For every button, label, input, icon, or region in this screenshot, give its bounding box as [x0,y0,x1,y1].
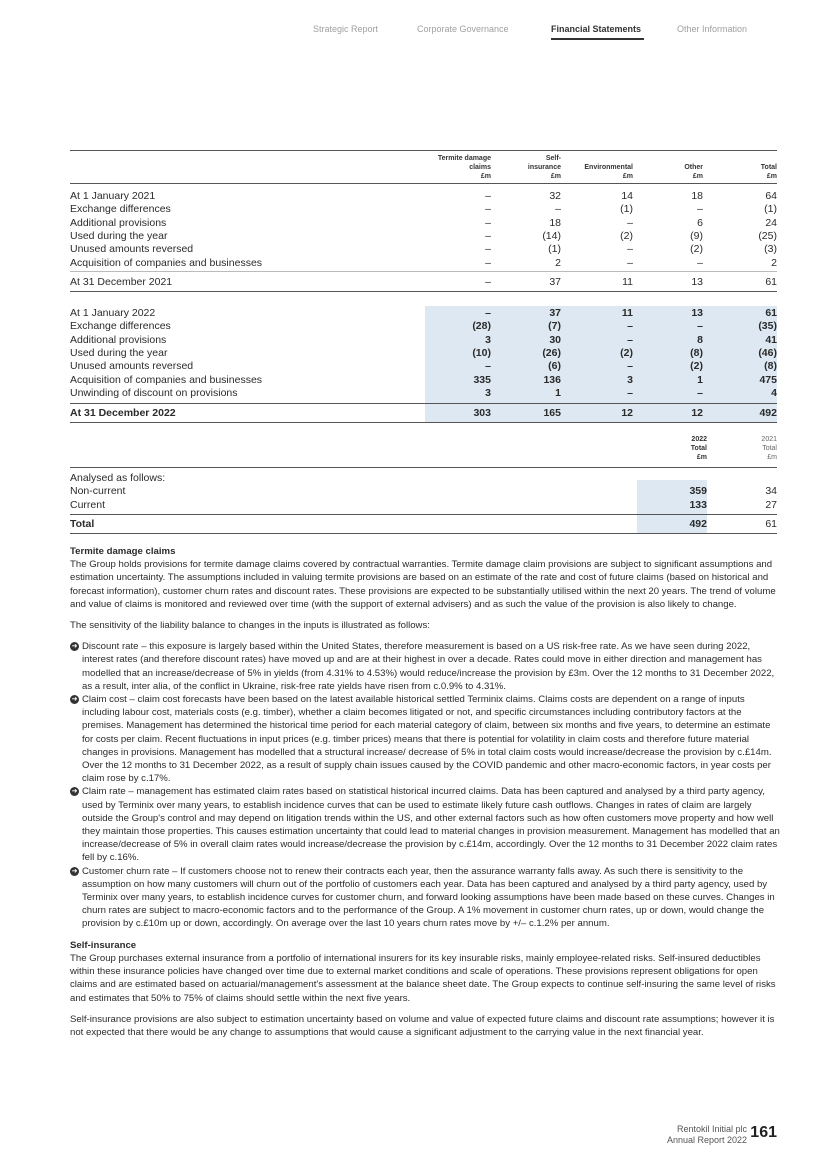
table-row-total: Total 492 61 [70,518,777,530]
subtotal-rule-2021 [70,271,777,272]
table-row: Acquisition of companies and businesses – 2 – – 2 [70,256,777,269]
table-cell: – [485,203,491,216]
table-cell: – [697,203,703,216]
analysis-subtotal-rule [70,514,777,515]
table-cell: (10) [472,346,491,359]
table-cell: (8) [764,360,777,373]
table-cell: – [485,307,491,319]
table-cell: (28) [472,320,491,333]
table-cell: – [627,256,633,269]
table-cell: 18 [691,190,703,202]
table-cell: 2 [555,256,561,269]
table-cell: 2 [771,256,777,269]
table-cell: 3 [485,333,491,346]
table-row: Unwinding of discount on provisions 3 1 – – 4 [70,386,777,399]
nav-financial-statements[interactable]: Financial Statements [551,24,642,34]
table-cell: – [697,386,703,399]
table-cell: – [627,243,633,256]
termite-paragraph-1: The Group holds provisions for termite damage claims covered by contractual warranties. Termite damage claim provisions are subject to significant assumptions and estimation uncertainty. The assumptions included in valuing termite provisions are based on an estimate of the rate and cost of future claims (based on historical and forecast information), customer churn rates and discount rates. These provisions are expected to be substantially utilised within the next 20 years. The trend of volume and value of claims is monitored and reviewed over time (with the support of external advisers) and as such the value of the provision is also likely to change. [70,559,776,610]
table-row: Exchange differences – – (1) – (1) [70,203,777,216]
arrow-bullet-icon: ➜ [71,643,78,651]
nav-corporate-governance[interactable]: Corporate Governance [417,24,509,34]
analysis-total-rule [70,533,777,534]
table-cell: (25) [758,229,777,242]
table-cell: 136 [543,373,561,386]
table-cell: (46) [758,346,777,359]
bullet-customer-churn: ➜ Customer churn rate – If customers choose not to renew their contracts each year, then the assurance warranty falls away. As such there is sensitivity to the assumption on how many customers will churn out of the portfolio of customers each year. Data has been captured and analysed by a third party agency, used by Terminix over many years, to establish incidence curves for customer churn, and forward looking assumptions have been made based on these curves. Changes in churn rates are subject to macro-economic factors and to the performance of the Group. A 1% movement in customer churn rates, up or down, would change the provision by c.£10m up or down, accordingly. On average over the last 10 years churn rates move by +/– c.1.2% per annum. [71,865,775,930]
table-cell: 3 [485,386,491,399]
table-cell: – [697,320,703,333]
table-cell: 13 [691,307,703,319]
table-cell: (7) [548,320,561,333]
analysis-table [70,430,777,540]
table-row: Additional provisions – 18 – 6 24 [70,216,777,229]
analysis-header-rule [70,467,777,468]
header-other: Other £m [684,164,703,180]
table-cell: (14) [542,229,561,242]
table-row: Current 133 27 [70,499,777,511]
table-cell: – [485,243,491,256]
top-navigation [0,24,825,44]
table-row: Additional provisions 3 30 – 8 41 [70,333,777,346]
table-cell: (9) [690,229,703,242]
table-cell: (2) [690,360,703,373]
nav-strategic-report[interactable]: Strategic Report [313,24,379,34]
table-cell: – [485,229,491,242]
provisions-table [70,148,777,428]
table-cell: (26) [542,346,561,359]
table-row: Used during the year (10) (26) (2) (8) (46) [70,346,777,359]
table-cell: 1 [555,386,561,399]
table-cell: 14 [621,190,633,202]
page-number: 161 [750,1124,777,1141]
arrow-bullet-icon: ➜ [71,696,78,704]
table-cell: 24 [765,216,777,229]
table-cell: (2) [620,229,633,242]
bullet-discount-rate: ➜ Discount rate – this exposure is largely based within the United States, therefore measurement is based on a US risk-free rate. As we have seen during 2022, interest rates (and therefore discount rates) have moved up and are at their highest in over a decade. Rates could move in either direction and management has modelled that an increase/decrease of 5% in yields (from 4.31% to 4.53%) would reduce/increase the provision by £3m. Over the 12 months to 31 December 2022, as a result, inter alia, of the conflict in Ukraine, risk-free rate yields have risen from c.0.9% to 4.31%. [71,641,775,692]
table-cell: (8) [690,346,703,359]
table-cell: – [485,256,491,269]
table-row-total-2022: At 31 December 2022 303 165 12 12 492 [70,407,777,419]
bullet-claim-rate: ➜ Claim rate – management has estimated claim rates based on statistical historical incurred claims. Data has been captured and analysed by a third party agency, used by Terminix over many years, to establish incidence curves that can be used to estimate likely future cash outflows. Changes in rates of claim are largely outside the Group's control and may depend on litigation trends within the US, and other external factors such as how often customers move property and how well they maintain those properties. This causes estimation uncertainty that could lead to material changes in provision measurement. Management has modelled that an increase/decrease of 5% in overall claim rates would increase/decrease the provision by c.£14m, accordingly. Over the 12 months to 31 December 2022 claim rates fell by c.16%. [71,786,780,864]
table-cell: 1 [697,373,703,386]
header-termite: Termite damage claims £m [437,155,491,180]
table-cell: 8 [697,333,703,346]
table-row: At 1 January 2022 – 37 11 13 61 [70,307,777,319]
table-cell: – [627,360,633,373]
nav-other-information[interactable]: Other Information [677,24,748,34]
table-row: Analysed as follows: [70,472,166,484]
table-cell: (3) [764,243,777,256]
table-cell: (2) [620,346,633,359]
notes-text [70,545,780,1047]
table-row: Unused amounts reversed – (6) – (2) (8) [70,360,777,373]
table-cell: 335 [473,373,491,386]
total-rule-2021 [70,291,777,292]
table-cell: – [485,216,491,229]
table-row: Used during the year – (14) (2) (9) (25) [70,229,777,242]
table-cell: 3 [627,373,633,386]
table-cell: 30 [549,333,561,346]
table-cell: 61 [765,307,777,319]
table-row: At 1 January 2021 – 32 14 18 64 [70,190,777,202]
table-cell: – [627,333,633,346]
table-cell: (35) [758,320,777,333]
table-cell: – [555,203,561,216]
table-row: Non-current 359 34 [70,485,777,497]
header-self-insurance: Self- insurance £m [527,155,561,180]
header-environmental: Environmental £m [584,164,633,180]
table-cell: – [627,216,633,229]
total-rule-2022 [70,422,777,423]
table-cell: (1) [620,203,633,216]
table-cell: 6 [697,216,703,229]
bullet-claim-cost: ➜ Claim cost – claim cost forecasts have been based on the latest available historical settled Terminix claims. Claims costs are dependent on a range of inputs including labour cost, materials costs (e.g. timber), whether a claim becomes litigated or not, and specific circumstances including contributory factors at the premises. Management has determined the historical time period for each material category of claim, between six months and five years, to determine an estimate for costs per claim. Recent fluctuations in input prices (e.g. timber prices) means that there is potential for volatility in claim costs and therefore future material changes in provisions. Management has modelled that a structural increase/ decrease of 5% in total claim costs would increase/decrease the provision by c.£14m. Over the 12 months to 31 December 2022, as a result of supply chain issues caused by the COVID pandemic and other macro-economic factors, in year costs per claim rose by c.17%. [71,694,772,785]
table-cell: (2) [690,243,703,256]
header-total: Total £m [760,164,777,180]
table-cell: (1) [764,203,777,216]
nav-active-underline [551,38,644,40]
page-footer [577,1124,777,1148]
table-cell: – [627,320,633,333]
header-rule [70,183,777,184]
table-row: Acquisition of companies and businesses 335 136 3 1 475 [70,373,777,386]
header-2022-total: 2022 Total £m [690,436,707,461]
table-cell: 18 [549,216,561,229]
table-row: Unused amounts reversed – (1) – (2) (3) [70,243,777,256]
self-insurance-paragraph-1: The Group purchases external insurance from a portfolio of international insurers for its key insurable risks, mainly employee-related risks. Self-insured deductibles within these insurance policies have changed over time due to external market conditions and scale of operations. These provisions represent obligations for open claims and are estimated based on actuarial/management's assessment at the balance sheet date. The Group expects to continue self-insuring the same level of risks and estimates that 50% to 75% of claims should settle within the next five years. [70,952,776,1004]
self-insurance-paragraph-2: Self-insurance provisions are also subject to estimation uncertainty based on volume and value of expected future claims and discount rate assumptions; however it is not expected that there would be any change to assumptions that would cause a significant adjustment to the carrying value in the next financial year. [70,1013,775,1038]
table-top-rule [70,150,777,151]
arrow-bullet-icon: ➜ [71,867,78,875]
table-cell: 41 [765,333,777,346]
self-insurance-heading: Self-insurance [70,939,137,951]
footer-report: Annual Report 2022 [666,1135,747,1145]
table-cell: 37 [549,307,561,319]
subtotal-rule-2022 [70,403,777,404]
table-cell: 64 [765,190,777,202]
table-cell: – [485,190,491,202]
table-cell: 4 [771,386,777,399]
table-cell: 475 [759,373,777,386]
table-cell: – [697,256,703,269]
table-cell: 11 [621,307,633,319]
arrow-bullet-icon: ➜ [71,788,78,796]
termite-heading: Termite damage claims [70,546,176,557]
table-row-total-2021: At 31 December 2021 – 37 11 13 61 [70,276,777,288]
header-2021-total: 2021 Total £m [761,436,777,461]
footer-company: Rentokil Initial plc [676,1124,747,1134]
table-cell: (1) [548,243,561,256]
table-cell: – [485,360,491,373]
table-row: Exchange differences (28) (7) – – (35) [70,320,777,333]
table-cell: – [627,386,633,399]
termite-paragraph-2: The sensitivity of the liability balance to changes in the inputs is illustrated as follows: [70,620,430,632]
table-cell: (6) [548,360,561,373]
table-cell: 32 [549,190,561,202]
